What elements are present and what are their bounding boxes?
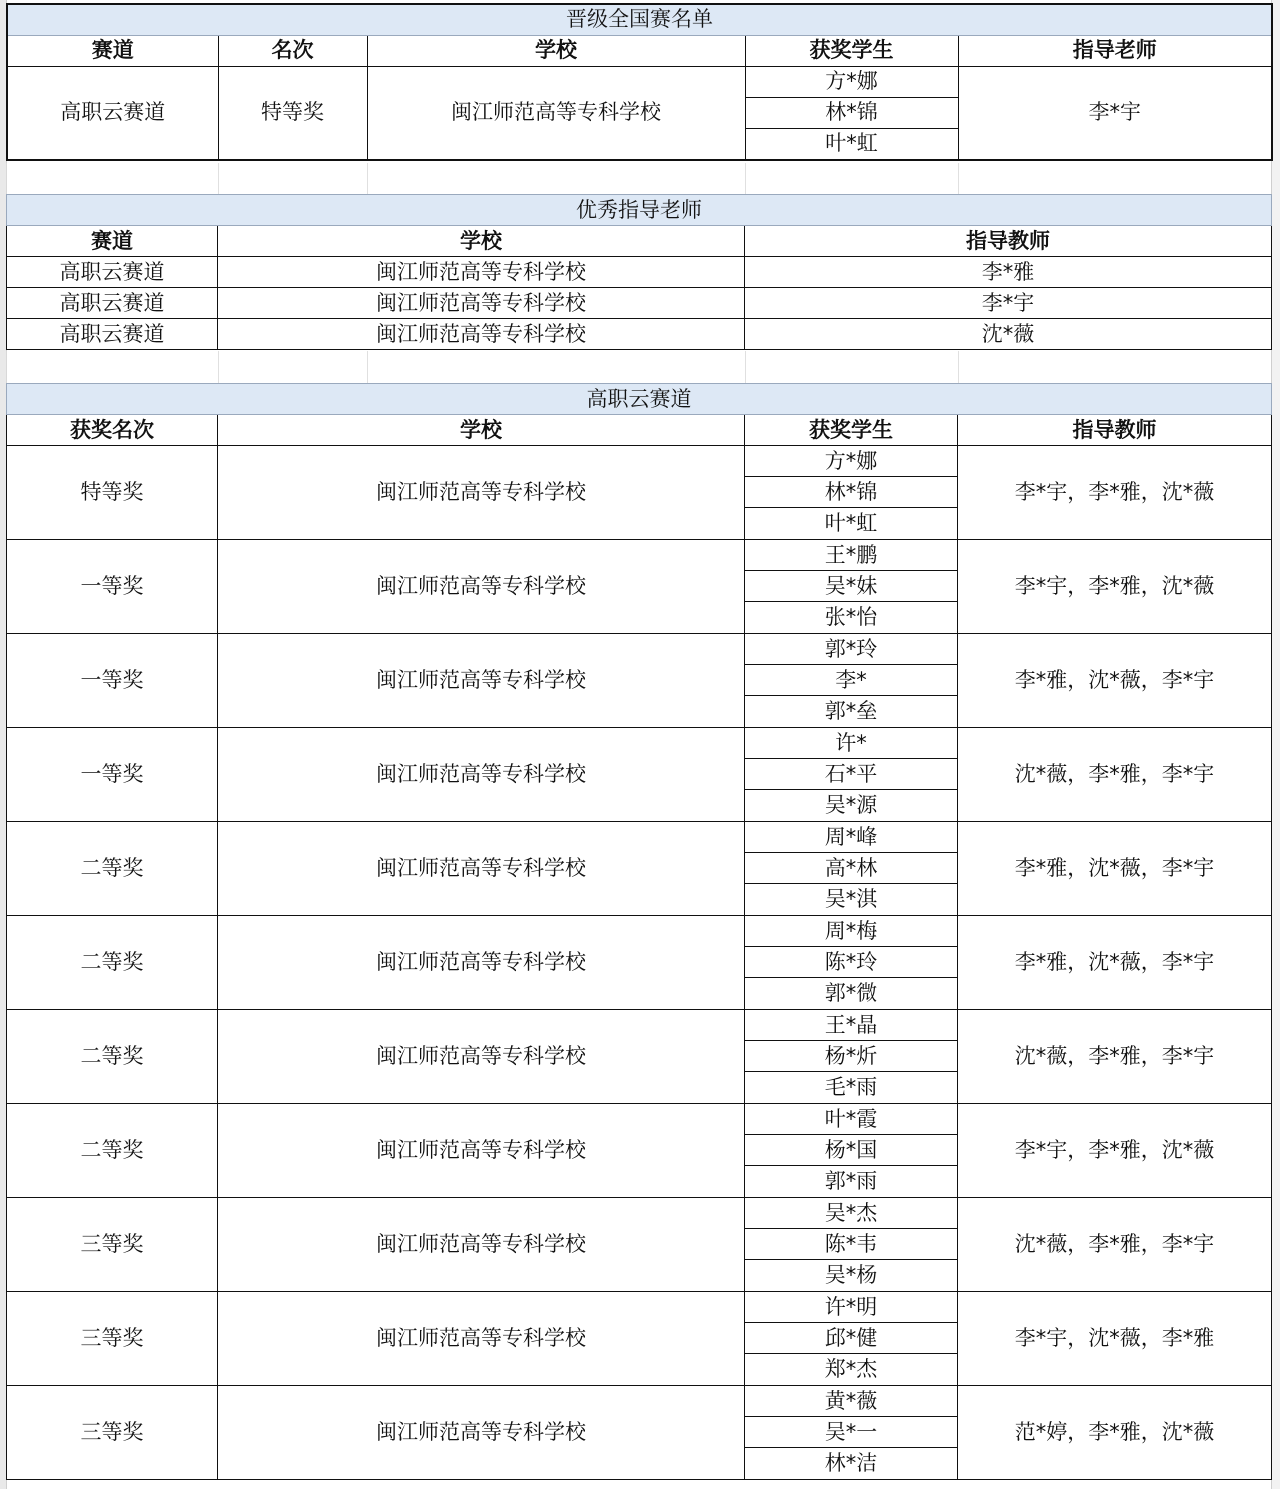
student-cell: 郭*雨 (745, 1166, 958, 1198)
student-cell: 叶*霞 (745, 1104, 958, 1135)
student-cell: 郑*杰 (745, 1354, 958, 1386)
teachers-cell: 沈*薇，李*雅，李*宇 (958, 728, 1272, 822)
award-list-table (6, 383, 1272, 1480)
school-cell: 闽江师范高等专科学校 (218, 540, 745, 634)
school-cell: 闽江师范高等专科学校 (218, 319, 745, 350)
teacher-cell: 沈*薇 (745, 319, 1272, 350)
table-row (7, 1292, 1272, 1323)
teachers-cell: 范*婷，李*雅，沈*薇 (958, 1386, 1272, 1480)
track-cell: 高职云赛道 (7, 319, 218, 350)
student-cell: 黄*薇 (745, 1386, 958, 1417)
header-school: 学校 (218, 226, 745, 257)
teacher-cell: 李*雅 (745, 257, 1272, 288)
rank-cell: 特等奖 (218, 66, 367, 160)
table-row (7, 446, 1272, 477)
header-rank: 名次 (218, 35, 367, 66)
student-cell: 石*平 (745, 759, 958, 790)
header-students: 获奖学生 (745, 415, 958, 446)
national-list-table (6, 3, 1273, 161)
school-cell: 闽江师范高等专科学校 (218, 1386, 745, 1480)
table-row (7, 1386, 1272, 1417)
rank-cell: 二等奖 (7, 1010, 218, 1104)
teacher-cell: 李*宇 (745, 288, 1272, 319)
student-cell: 叶*虹 (745, 508, 958, 540)
school-cell: 闽江师范高等专科学校 (218, 257, 745, 288)
student-cell: 许*明 (745, 1292, 958, 1323)
student-cell: 郭*垒 (745, 696, 958, 728)
rank-cell: 三等奖 (7, 1386, 218, 1480)
table-row (7, 257, 1272, 288)
school-cell: 闽江师范高等专科学校 (218, 1292, 745, 1386)
student-cell: 吴*一 (745, 1417, 958, 1448)
header-teachers: 指导教师 (958, 415, 1272, 446)
student-cell: 王*鹏 (745, 540, 958, 571)
student-cell: 林*锦 (745, 477, 958, 508)
teacher-cell: 李*宇 (958, 66, 1272, 160)
rank-cell: 一等奖 (7, 634, 218, 728)
school-cell: 闽江师范高等专科学校 (218, 1010, 745, 1104)
header-rank: 获奖名次 (7, 415, 218, 446)
student-cell: 吴*妹 (745, 571, 958, 602)
table-row (7, 1104, 1272, 1135)
table-row (7, 822, 1272, 853)
school-cell: 闽江师范高等专科学校 (218, 1104, 745, 1198)
track-cell: 高职云赛道 (7, 257, 218, 288)
table-row (7, 634, 1272, 665)
student-cell: 林*锦 (745, 97, 958, 128)
school-cell: 闽江师范高等专科学校 (218, 916, 745, 1010)
rank-cell: 三等奖 (7, 1292, 218, 1386)
student-cell: 邱*健 (745, 1323, 958, 1354)
school-cell: 闽江师范高等专科学校 (218, 634, 745, 728)
rank-cell: 特等奖 (7, 446, 218, 540)
header-students: 获奖学生 (745, 35, 958, 66)
table-row (7, 540, 1272, 571)
teachers-cell: 李*宇，李*雅，沈*薇 (958, 1104, 1272, 1198)
table-row (7, 728, 1272, 759)
teachers-cell: 李*雅，沈*薇，李*宇 (958, 634, 1272, 728)
student-cell: 周*梅 (745, 916, 958, 947)
teachers-cell: 李*雅，沈*薇，李*宇 (958, 822, 1272, 916)
student-cell: 方*娜 (745, 66, 958, 97)
student-cell: 林*洁 (745, 1448, 958, 1480)
student-cell: 方*娜 (745, 446, 958, 477)
header-teacher: 指导老师 (958, 35, 1272, 66)
student-cell: 吴*源 (745, 790, 958, 822)
header-school: 学校 (218, 415, 745, 446)
student-cell: 毛*雨 (745, 1072, 958, 1104)
table-row (7, 288, 1272, 319)
table-row (7, 1010, 1272, 1041)
header-track: 赛道 (7, 35, 218, 66)
student-cell: 吴*淇 (745, 884, 958, 916)
student-cell: 张*怡 (745, 602, 958, 634)
header-teacher: 指导教师 (745, 226, 1272, 257)
teachers-cell: 沈*薇，李*雅，李*宇 (958, 1010, 1272, 1104)
excellent-teachers-title: 优秀指导老师 (7, 195, 1272, 226)
award-list-title: 高职云赛道 (7, 384, 1272, 415)
school-cell: 闽江师范高等专科学校 (367, 66, 745, 160)
student-cell: 郭*微 (745, 978, 958, 1010)
national-list-title: 晋级全国赛名单 (7, 4, 1272, 35)
student-cell: 陈*玲 (745, 947, 958, 978)
student-cell: 李* (745, 665, 958, 696)
track-cell: 高职云赛道 (7, 66, 218, 160)
student-cell: 许* (745, 728, 958, 759)
excellent-teachers-table (6, 194, 1272, 350)
school-cell: 闽江师范高等专科学校 (218, 1198, 745, 1292)
scrollbar-strip[interactable] (1271, 0, 1280, 1489)
student-cell: 叶*虹 (745, 128, 958, 160)
rank-cell: 二等奖 (7, 916, 218, 1010)
student-cell: 陈*韦 (745, 1229, 958, 1260)
student-cell: 吴*杨 (745, 1260, 958, 1292)
school-cell: 闽江师范高等专科学校 (218, 822, 745, 916)
table-row (7, 916, 1272, 947)
blank-row (6, 163, 1272, 194)
header-school: 学校 (367, 35, 745, 66)
teachers-cell: 李*宇，沈*薇，李*雅 (958, 1292, 1272, 1386)
student-cell: 高*林 (745, 853, 958, 884)
student-cell: 杨*炘 (745, 1041, 958, 1072)
table-row (7, 319, 1272, 350)
rank-cell: 二等奖 (7, 822, 218, 916)
teachers-cell: 沈*薇，李*雅，李*宇 (958, 1198, 1272, 1292)
rank-cell: 一等奖 (7, 540, 218, 634)
student-cell: 吴*杰 (745, 1198, 958, 1229)
track-cell: 高职云赛道 (7, 288, 218, 319)
student-cell: 杨*国 (745, 1135, 958, 1166)
rank-cell: 一等奖 (7, 728, 218, 822)
blank-row (6, 351, 1272, 383)
award-rows (7, 446, 1272, 1480)
header-track: 赛道 (7, 226, 218, 257)
teachers-cell: 李*宇，李*雅，沈*薇 (958, 446, 1272, 540)
student-cell: 王*晶 (745, 1010, 958, 1041)
rank-cell: 三等奖 (7, 1198, 218, 1292)
school-cell: 闽江师范高等专科学校 (218, 728, 745, 822)
school-cell: 闽江师范高等专科学校 (218, 288, 745, 319)
school-cell: 闽江师范高等专科学校 (218, 446, 745, 540)
rank-cell: 二等奖 (7, 1104, 218, 1198)
student-cell: 郭*玲 (745, 634, 958, 665)
teachers-cell: 李*宇，李*雅，沈*薇 (958, 540, 1272, 634)
student-cell: 周*峰 (745, 822, 958, 853)
teachers-cell: 李*雅，沈*薇，李*宇 (958, 916, 1272, 1010)
table-row (7, 1198, 1272, 1229)
